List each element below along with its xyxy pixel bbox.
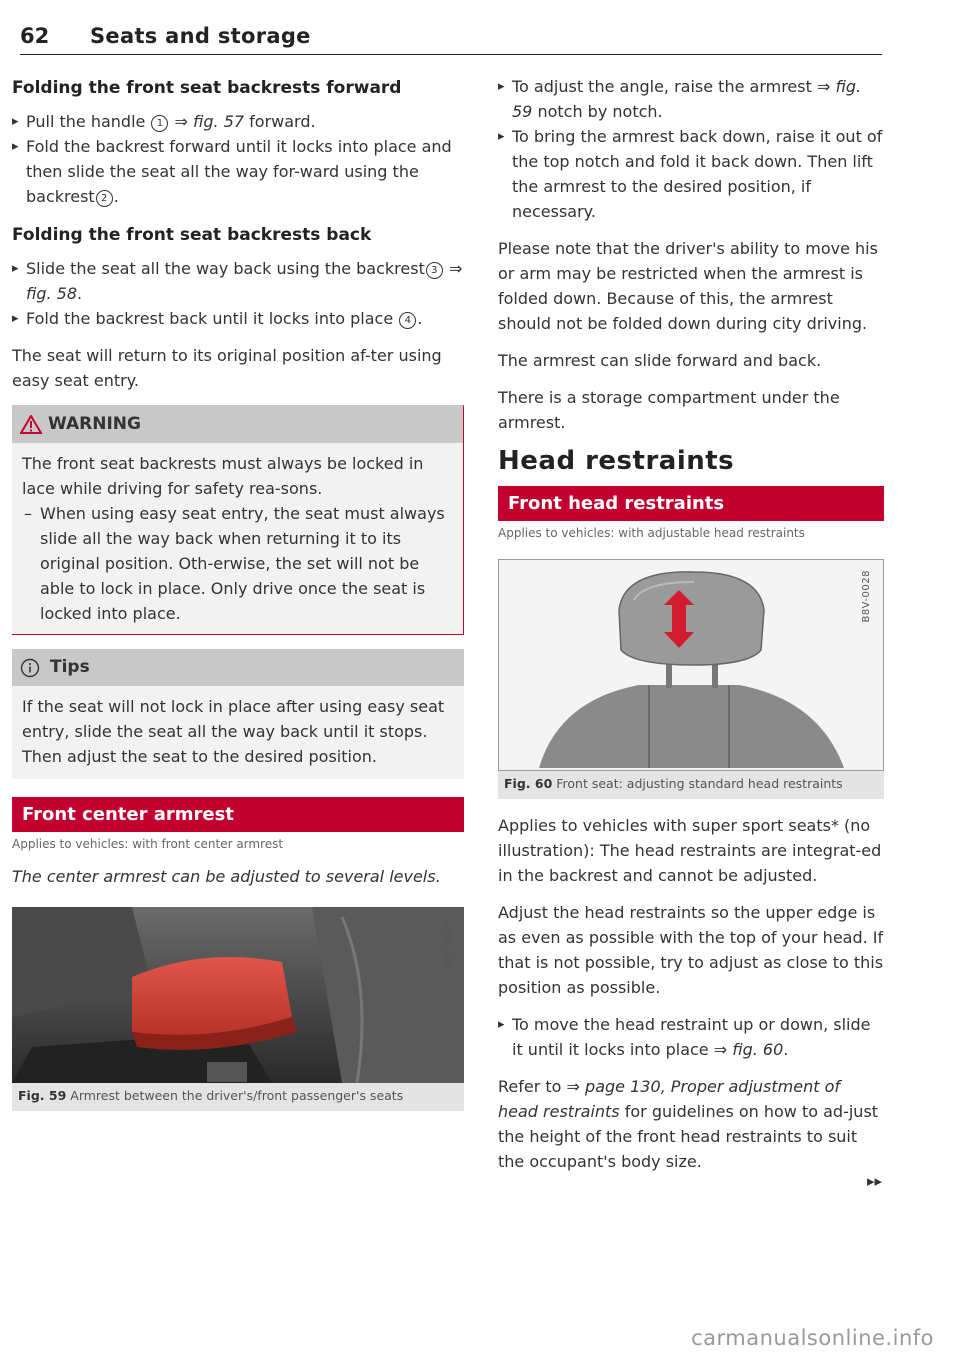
fig-link[interactable]: ⇒ fig. 58 (26, 259, 463, 303)
super-sport-note: Applies to vehicles with super sport seats* (no illustration): The head restraints are integrat-ed in the backrest and cannot be adjusted. (498, 816, 882, 885)
warning-triangle-icon (20, 415, 42, 434)
figure-caption: Fig. 60 Front seat: adjusting standard head restraints (504, 776, 843, 791)
left-column (12, 74, 464, 1111)
section-bar-head-restraints: Front head restraints (498, 486, 884, 521)
warning-box (12, 405, 464, 635)
heading-head-restraints: Head restraints (498, 446, 735, 476)
fig-link[interactable]: ⇒ fig. 60 (713, 1040, 784, 1059)
page-link[interactable]: ⇒ page 130, Proper adjustment of head restraints (498, 1077, 840, 1121)
warning-intro: The front seat backrests must always be locked in lace while driving for safety rea-sons. (22, 454, 424, 498)
right-column (498, 74, 884, 1186)
armrest-intro: The center armrest can be adjusted to several levels. (12, 867, 441, 886)
head-restraint-illustration (499, 560, 883, 768)
fig-link[interactable]: ⇒ fig. 59 (512, 77, 862, 121)
heading-fold-forward: Folding the front seat backrests forward (12, 78, 402, 98)
armrest-slide: The armrest can slide forward and back. (498, 351, 822, 370)
figure-60 (498, 559, 884, 799)
section-bar-armrest: Front center armrest (12, 797, 464, 832)
bullet-slide-back: ▸ Slide the seat all the way back using the backrest 3 ⇒ fig. 58. (12, 256, 464, 306)
return-note: The seat will return to its original position af-ter using easy seat entry. (12, 346, 442, 390)
bullet-fold-forward: ▸ Fold the backrest forward until it locks into place and then slide the seat all the way for-ward using the backrest 2 . (12, 134, 464, 209)
warning-item: – When using easy seat entry, the seat must always slide all the way back when returning it to its original position. Oth-erwise, the set will not be able to lock in place. Only drive once the seat is locked into place. (22, 501, 451, 626)
callout-3: 3 (426, 262, 443, 279)
figure-id: B8V-0028 (861, 570, 872, 623)
applies-head-restraints: Applies to vehicles: with adjustable head restraints (498, 526, 805, 540)
info-icon (20, 658, 40, 678)
callout-2: 2 (96, 190, 113, 207)
warning-header: WARNING (12, 406, 463, 443)
figure-59 (12, 907, 464, 1111)
header-rule (20, 54, 882, 55)
bullet-adjust-angle: ▸ To adjust the angle, raise the armrest ⇒ fig. 59 notch by notch. (498, 74, 884, 124)
callout-1: 1 (151, 115, 168, 132)
bullet-bring-down: ▸ To bring the armrest back down, raise it out of the top notch and fold it back down. Then lift the armrest to the desired position, if necessary. (498, 124, 884, 224)
tips-box (12, 649, 464, 779)
page-number: 62 (20, 24, 50, 48)
armrest-storage: There is a storage compartment under the armrest. (498, 388, 840, 432)
adjust-note: Adjust the head restraints so the upper edge is as even as possible with the top of your head. If that is not possible, try to adjust as close to this position as possible. (498, 903, 884, 997)
refer-note: Refer to ⇒ page 130, Proper adjustment of head restraints for guidelines on how to ad-just the height of the front head restraints to suit the occupant's body size. (498, 1077, 879, 1171)
figure-id: B8V-0026 (442, 917, 453, 970)
fig-link[interactable]: ⇒ fig. 57 (174, 112, 245, 131)
heading-fold-back: Folding the front seat backrests back (12, 225, 372, 245)
armrest-note: Please note that the driver's ability to move his or arm may be restricted when the armrest is folded down. Because of this, the armrest should not be folded down during city driving. (498, 239, 878, 333)
armrest-photo (12, 907, 464, 1083)
tips-body: If the seat will not lock in place after using easy seat entry, slide the seat all the way back until it stops. Then adjust the seat to the desired position. (22, 697, 445, 766)
tips-header: Tips (12, 649, 464, 686)
callout-4: 4 (399, 312, 416, 329)
section-title: Seats and storage (90, 24, 311, 48)
bullet-move-restraint: ▸ To move the head restraint up or down, slide it until it locks into place ⇒ fig. 60. (498, 1012, 884, 1062)
applies-armrest: Applies to vehicles: with front center armrest (12, 837, 284, 851)
continue-arrow-icon: ▸▸ (866, 1172, 882, 1190)
watermark: carmanualsonline.info (691, 1326, 934, 1350)
bullet-fold-back: ▸ Fold the backrest back until it locks into place 4 . (12, 306, 464, 331)
bullet-pull-handle: ▸ Pull the handle 1 ⇒ fig. 57 forward. (12, 109, 464, 134)
figure-caption: Fig. 59 Armrest between the driver's/front passenger's seats (18, 1088, 404, 1103)
